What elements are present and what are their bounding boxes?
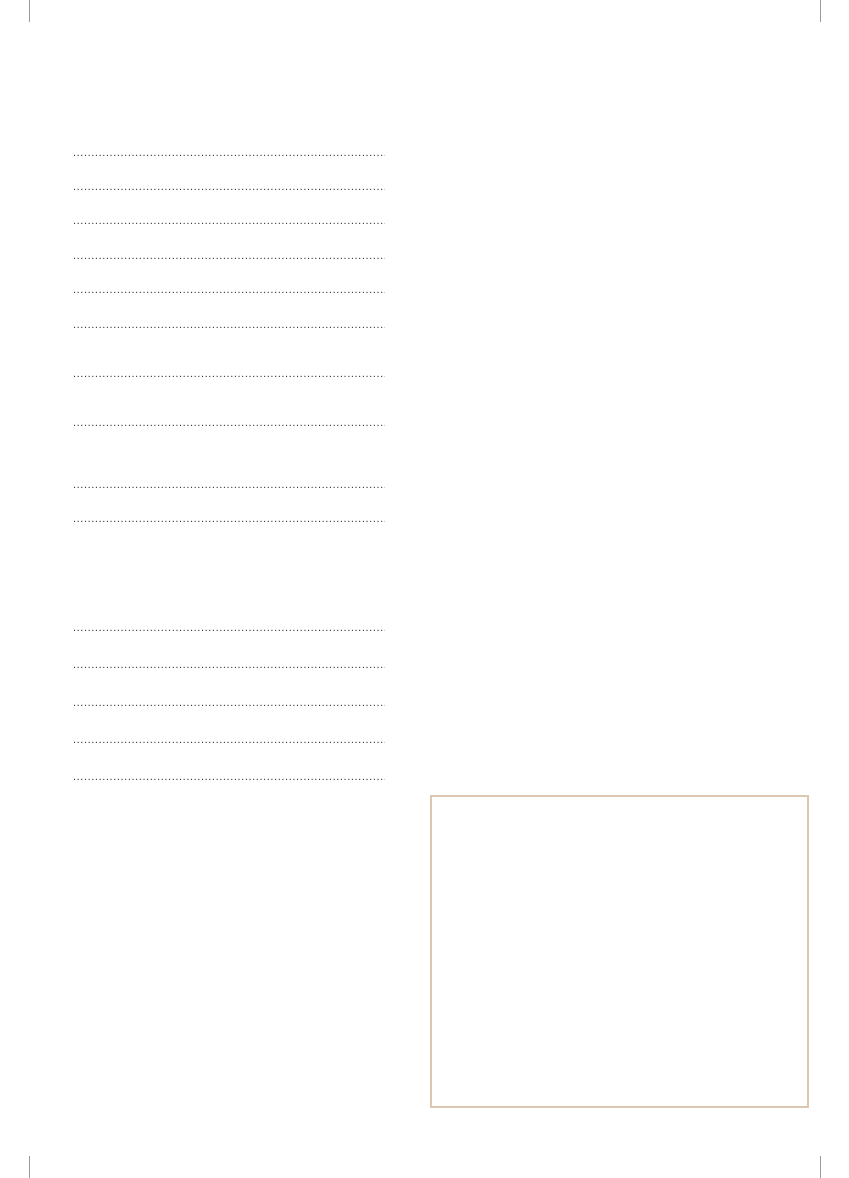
- menu-item-line: [70, 248, 387, 264]
- dot-leader: [73, 213, 385, 229]
- menu-item-pizza: [70, 317, 387, 333]
- dot-leader: [73, 511, 385, 527]
- menu-item-line: [70, 282, 387, 298]
- dot-leader: [73, 366, 385, 382]
- menu-item-line: [70, 317, 387, 333]
- menu-item-line: [70, 366, 387, 382]
- menu-item-line: [70, 695, 387, 711]
- menu-item-line: [70, 657, 387, 673]
- desserts-column: [463, 0, 780, 1178]
- dot-leader: [73, 769, 385, 785]
- menu-item-pizza: [70, 477, 387, 493]
- crop-mark-bottom-left: [29, 1156, 30, 1178]
- menu-item-sandwiches: [70, 695, 387, 711]
- dot-leader: [73, 695, 385, 711]
- menu-item-line: [70, 620, 387, 636]
- dot-leader: [73, 477, 385, 493]
- menu-item-line: [70, 732, 387, 748]
- menu-item-pizza: [70, 282, 387, 298]
- menu-item-pizza: [70, 366, 387, 382]
- left-column: [70, 0, 387, 1178]
- menu-item-line: [70, 145, 387, 161]
- menu-item-line: [70, 477, 387, 493]
- dot-leader: [73, 248, 385, 264]
- menu-item-sandwiches: [70, 657, 387, 673]
- menu-item-pizza: [70, 511, 387, 527]
- menu-item-line: [70, 511, 387, 527]
- dot-leader: [73, 415, 385, 431]
- menu-item-sandwiches: [70, 620, 387, 636]
- menu-item-pizza: [70, 248, 387, 264]
- crop-mark-bottom-right: [820, 1156, 821, 1178]
- dot-leader: [73, 179, 385, 195]
- crop-mark-top-left: [29, 0, 30, 22]
- menu-item-line: [70, 179, 387, 195]
- dot-leader: [73, 317, 385, 333]
- dot-leader: [73, 732, 385, 748]
- dot-leader: [73, 657, 385, 673]
- menu-item-line: [70, 213, 387, 229]
- menu-item-sandwiches: [70, 769, 387, 785]
- menu-item-pizza: [70, 415, 387, 431]
- menu-item-sandwiches: [70, 732, 387, 748]
- menu-item-pizza: [70, 213, 387, 229]
- crop-mark-top-right: [820, 0, 821, 22]
- dot-leader: [73, 145, 385, 161]
- dot-leader: [73, 282, 385, 298]
- menu-item-line: [70, 415, 387, 431]
- dot-leader: [73, 620, 385, 636]
- menu-item-line: [70, 769, 387, 785]
- menu-item-pizza: [70, 145, 387, 161]
- menu-item-pizza: [70, 179, 387, 195]
